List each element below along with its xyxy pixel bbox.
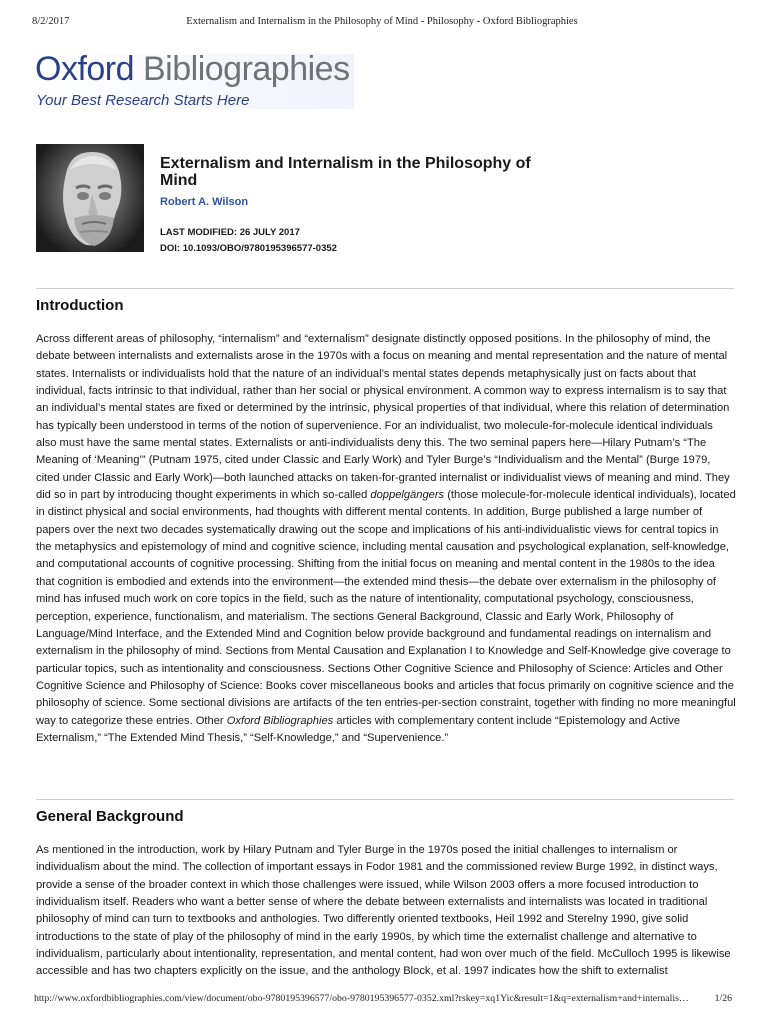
- print-footer: [34, 993, 732, 1007]
- doi-identifier: DOI: 10.1093/OBO/9780195396577-0352: [160, 243, 337, 254]
- article-portrait-image: [36, 144, 144, 252]
- general-background-paragraph: As mentioned in the introduction, work by Hilary Putnam and Tyler Burge in the 1970s posed the initial challenges to internalism or individualism about the mind. The collection of important essays in Fodor 1981 and the commissioned review Burge 1992, in distinct ways, provide a sense of the broader context in which those challenges were issued, while Wilson 2003 offers a more focused introduction to individualism itself. Readers who want a better sense of where the debate between externalists and internalists was located in traditional philosophy of mind can turn to textbooks and anthologies. Two differently oriented textbooks, Heil 1992 and Sterelny 1990, give solid introductions to the state of play of the philosophy of mind in the early 1990s, by which time the externalist challenge and alternative to individualism, particularly about intentionality, representation, and mental content, had won over much of the field. McCulloch 1995 is likewise accessible and has two chapters explicitly on the issue, and the anthology Block, et al. 1997 indicates how the shift to externalist: [36, 844, 731, 978]
- last-modified-date: LAST MODIFIED: 26 JULY 2017: [160, 227, 300, 238]
- print-header: [32, 16, 732, 30]
- print-page-title: Externalism and Internalism in the Philosophy of Mind - Philosophy - Oxford Bibliographies: [186, 16, 578, 27]
- intro-text-part-1: Across different areas of philosophy, “internalism” and “externalism” designate distinctly opposed positions. In the philosophy of mind, the debate between internalists and externalists arose in the 1970s with a focus on meaning and mental representation and the nature of mental states. Internalists or individualists hold that the nature of an individual’s mental states depends metaphysically just on facts about that individual, facts intrinsic to that individual, rather than her social or physical environment. A common way to express internalism is to say that an individual’s mental states are fixed or determined by the intrinsic, physical properties of that individual, where this relation of determination has typically been understood in terms of the notion of supervenience. For an individualist, two molecule-for-molecule identical individuals also must have the same mental states. Externalists or anti-individualists deny this. The two seminal papers here—Hilary Putnam’s “The Meaning of ‘Meaning’” (Putnam 1975, cited under Classic and Early Work) and Tyler Burge’s “Individualism and the Mental” (Burge 1979, cited under Classic and Early Work)—both launched attacks on taken-for-granted internalist or individualist views of meaning and mind. They did so in part by introducing thought experiments in which so-called: [36, 333, 730, 502]
- general-background-heading: General Background: [36, 808, 184, 825]
- oxford-bibliographies-logo[interactable]: [34, 50, 354, 109]
- author-link[interactable]: Robert A. Wilson: [160, 196, 249, 208]
- introduction-paragraph: [36, 331, 736, 747]
- introduction-heading: Introduction: [36, 297, 124, 314]
- intro-text-part-3: articles with complementary content include “Epistemology and Active Externalism,” “The Extended Mind Thesis,” “Self-Knowledge,” and “Supervenience.”: [36, 714, 681, 744]
- section-divider: [36, 288, 734, 289]
- print-url: http://www.oxfordbibliographies.com/view/document/obo-9780195396577/obo-9780195396577-0352.xml?rskey=xq1Yic&result=1&q=externalism+and+internalis…: [34, 993, 689, 1004]
- logo-brand-bibliographies: Bibliographies: [143, 50, 350, 88]
- article-title: Externalism and Internalism in the Philosophy of Mind: [160, 155, 531, 189]
- logo-tagline: Your Best Research Starts Here: [36, 92, 250, 109]
- intro-italic-title: Oxford Bibliographies: [226, 714, 334, 727]
- intro-italic-term: doppelgängers: [370, 489, 445, 502]
- section-divider: [36, 799, 734, 800]
- print-date: 8/2/2017: [32, 16, 70, 27]
- marble-bust-image: [36, 144, 144, 252]
- logo-wordmark: [35, 50, 350, 89]
- page-number: 1/26: [714, 993, 732, 1004]
- intro-text-part-2: (those molecule-for-molecule identical individuals), located in distinct physical and social environments, had thoughts with different mental contents. In addition, Burge published a large number of papers over the next two decades systematically drawing out the scope and implications of his anti-individualistic views for central topics in the metaphysics and epistemology of mind and cognitive science, including mental causation and psychological explanation, self-knowledge, and computational accounts of cognitive processing. Shifting from the initial focus on meaning and mental content in the 1980s to the idea that cognition is embodied and extends into the environment—the extended mind thesis—the debate over externalism in the philosophy of mind has infused much work on core topics in the field, such as the nature of intentionality, computational psychology, consciousness, perception, experience, functionalism, and materialism. The sections General Background, Classic and Early Work, Philosophy of Language/Mind Interface, and the Extended Mind and Cognition below provide background and fundamental readings on internalism and externalism in the philosophy of mind. Sections from Mental Causation and Explanation I to Knowledge and Self-Knowledge give coverage to particular topics, such as intentionality and consciousness. Sections Other Cognitive Science and Philosophy of Science: Articles and Other Cognitive Science and Philosophy of Science: Books cover miscellaneous books and articles that focus primarily on cognitive science and the philosophy of science. Some sectional divisions are artifacts of the ten entries-per-section constraint, together with finding no more meaningful way to categorize these entries. Other: [36, 489, 736, 727]
- logo-brand-oxford: Oxford: [35, 50, 135, 88]
